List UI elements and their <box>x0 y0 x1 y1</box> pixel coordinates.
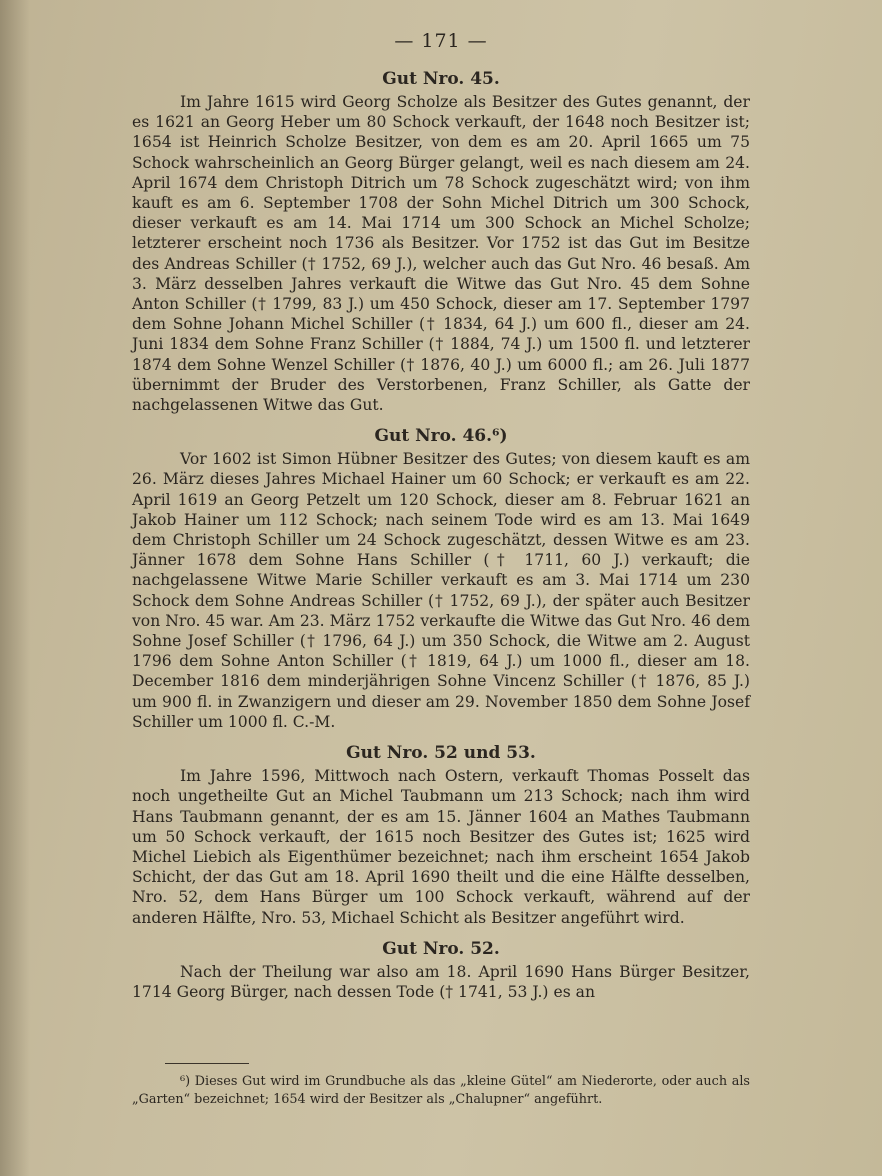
footnote-divider <box>165 1063 249 1064</box>
footnote: ⁶) Dieses Gut wird im Grundbuche als das „kleine Gütel“ am Niederorte, oder auch als „Garten“ bezeichnet; 1654 wird der Besitzer als „Chalupner“ angeführt. <box>132 1074 750 1107</box>
section-heading-gut-46: Gut Nro. 46.⁶) <box>374 426 508 447</box>
section-heading-gut-52-53: Gut Nro. 52 und 53. <box>346 743 536 764</box>
page-text-block <box>132 30 750 1012</box>
section-heading-gut-45: Gut Nro. 45. <box>382 69 500 89</box>
section-heading-gut-52: Gut Nro. 52. <box>382 938 500 959</box>
section-paragraph-gut-46: Vor 1602 ist Simon Hübner Besitzer des Gutes; von diesem kauft es am 26. März dieses Jahres Michael Hainer um 60 Schock; er verkauft es am 22. April 1619 an Georg Petzelt um 120 Schock, dieser am 8. Februar 1621 an Jakob Hainer um 112 Schock; nach seinem Tode wird es am 13. Mai 1649 dem Christoph Schiller um 24 Schock zugeschätzt, dessen Witwe es am 23. Jänner 1678 dem Sohne Hans Schiller († 1711, 60 J.) verkauft; die nachgelassene Witwe Marie Schiller verkauft es am 3. Mai 1714 um 230 Schock dem Sohne Andreas Schiller († 1752, 69 J.), der später auch Besitzer von Nro. 45 war. Am 23. März 1752 verkaufte die Witwe das Gut Nro. 46 dem Sohne Josef Schiller († 1796, 64 J.) um 350 Schock, die Witwe am 2. August 1796 dem Sohne Anton Schiller († 1819, 64 J.) um 1000 fl., dieser am 18. December 1816 dem minderjährigen Sohne Vincenz Schiller († 1876, 85 J.) um 900 fl. in Zwanzigern und dieser am 29. November 1850 dem Sohne Josef Schiller um 1000 fl. C.-M. <box>132 450 750 731</box>
section-paragraph-gut-52-53: Im Jahre 1596, Mittwoch nach Ostern, verkauft Thomas Posselt das noch ungetheilte Gut an Michel Taubmann um 213 Schock; nach ihm wird Hans Taubmann genannt, der es am 15. Jänner 1604 an Mathes Taubmann um 50 Schock verkauft, der 1615 noch Besitzer des Gutes ist; 1625 wird Michel Liebich als Eigenthümer bezeichnet; nach ihm erscheint 1654 Jakob Schicht, der das Gut am 18. April 1690 theilt und die eine Hälfte desselben, Nro. 52, dem Hans Bürger um 100 Schock verkauft, während auf der anderen Hälfte, Nro. 53, Michael Schicht als Besitzer angeführt wird. <box>132 767 750 927</box>
page-number: — 171 — <box>394 30 488 52</box>
section-paragraph-gut-45: Im Jahre 1615 wird Georg Scholze als Besitzer des Gutes genannt, der es 1621 an Georg Heber um 80 Schock verkauft, der 1648 noch Besitzer ist; 1654 ist Heinrich Scholze Besitzer, von dem es am 20. April 1665 um 75 Schock wahrscheinlich an Georg Bürger gelangt, weil es nach diesem am 24. April 1674 dem Christoph Ditrich um 78 Schock zugeschätzt wird; von ihm kauft es am 6. September 1708 der Sohn Michel Ditrich um 300 Schock, dieser verkauft es am 14. Mai 1714 um 300 Schock an Michel Scholze; letzterer erscheint noch 1736 als Besitzer. Vor 1752 ist das Gut im Besitze des Andreas Schiller († 1752, 69 J.), welcher auch das Gut Nro. 46 besaß. Am 3. März desselben Jahres verkauft die Witwe das Gut Nro. 45 dem Sohne Anton Schiller († 1799, 83 J.) um 450 Schock, dieser am 17. September 1797 dem Sohne Johann Michel Schiller († 1834, 64 J.) um 600 fl., dieser am 24. Juni 1834 dem Sohne Franz Schiller († 1884, 74 J.) um 1500 fl. und letzterer 1874 dem Sohne Wenzel Schiller († 1876, 40 J.) um 6000 fl.; am 26. Juli 1877 übernimmt der Bruder des Verstorbenen, Franz Schiller, als Gatte der nachgelassenen Witwe das Gut. <box>132 93 750 415</box>
section-paragraph-gut-52: Nach der Theilung war also am 18. April 1690 Hans Bürger Besitzer, 1714 Georg Bürger, nach dessen Tode († 1741, 53 J.) es an <box>132 962 750 1001</box>
page-gutter-shadow <box>0 0 30 1176</box>
